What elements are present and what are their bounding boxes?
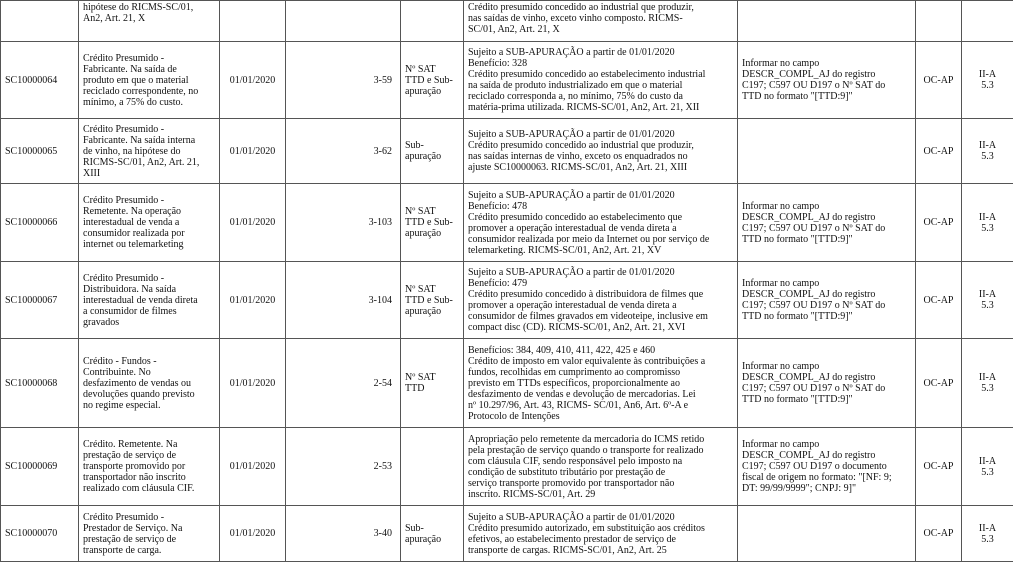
sat-cell xyxy=(401,506,464,562)
oc-cell xyxy=(916,1,962,42)
date-cell: 01/01/2020 xyxy=(220,428,286,506)
table-row xyxy=(1,184,1013,262)
info-text: Informar no campo DESCR_COMPL_AJ do registro C197; C597 OU D197 o Nº SAT do TTD no formato "[TTD:9]" xyxy=(742,201,911,245)
sat-cell xyxy=(401,119,464,184)
sat-cell xyxy=(401,428,464,506)
sat-cell xyxy=(401,339,464,428)
detail-text: Sujeito a SUB-APURAÇÃO a partir de 01/01/2020 Benefício: 328 Crédito presumido concedido ao estabelecimento industrial na saída de produto industrializado em que o material reciclado corresponda a, no mínimo, 75% do custo da matéria-prima utilizada. RICMS-SC/01, An2, Art. 21, XII xyxy=(468,47,733,113)
oc-cell: OC-AP xyxy=(916,428,962,506)
info-cell xyxy=(738,506,916,562)
sat-text: Nº SAT TTD xyxy=(405,372,459,394)
oc-cell: OC-AP xyxy=(916,506,962,562)
date-cell xyxy=(220,1,286,42)
description-cell xyxy=(79,184,220,262)
description-cell xyxy=(79,1,220,42)
detail-text: Benefícios: 384, 409, 410, 411, 422, 425 e 460 Crédito de imposto em valor equivalente às contribuições a fundos, recolhidas em cumprimento ao compromisso previsto em TTDs específicos, proporcionalmente ao desfazimento de vendas e devolução de mercadorias. Lei nº 10.297/96, Art. 43, RICMS- SC/01, An6, Art. 6º-A e Protocolo de Intenções xyxy=(468,345,733,422)
oc-cell: OC-AP xyxy=(916,339,962,428)
description-cell xyxy=(79,119,220,184)
info-cell xyxy=(738,339,916,428)
detail-cell xyxy=(464,262,738,339)
info-text: Informar no campo DESCR_COMPL_AJ do registro C197; C597 OU D197 o Nº SAT do TTD no formato "[TTD:9]" xyxy=(742,278,911,322)
number-cell: 3-59 xyxy=(286,42,401,119)
detail-cell xyxy=(464,42,738,119)
description-text: Crédito. Remetente. Na prestação de serviço de transporte promovido por transportador não inscrito realizado com cláusula CIF. xyxy=(83,439,215,494)
sat-text: Sub- apuração xyxy=(405,140,459,162)
info-cell xyxy=(738,184,916,262)
description-text: Crédito Presumido - Prestador de Serviço. Na prestação de serviço de transporte de carga. xyxy=(83,512,215,556)
detail-text: Sujeito a SUB-APURAÇÃO a partir de 01/01/2020 Benefício: 478 Crédito presumido concedido ao estabelecimento que promover a operação interestadual de venda direta a consumidor realizada por meio da Internet ou por serviço de telemarketing. RICMS-SC/01, An2, Art. 21, XV xyxy=(468,190,733,256)
description-cell xyxy=(79,506,220,562)
info-cell xyxy=(738,428,916,506)
description-cell xyxy=(79,428,220,506)
info-text: Informar no campo DESCR_COMPL_AJ do registro C197; C597 OU D197 o documento fiscal de origem no formato: "[NF: 9; DT: 99/99/9999"; CNPJ: 9]" xyxy=(742,439,911,494)
info-cell xyxy=(738,1,916,42)
detail-cell xyxy=(464,506,738,562)
info-text: Informar no campo DESCR_COMPL_AJ do registro C197; C597 OU D197 o Nº SAT do TTD no formato "[TTD:9]" xyxy=(742,58,911,102)
description-text: Crédito Presumido - Remetente. Na operação interestadual de venda a consumidor realizada por internet ou telemarketing xyxy=(83,195,215,250)
detail-text: Crédito presumido concedido ao industrial que produzir, nas saídas de vinho, exceto vinho composto. RICMS- SC/01, An2, Art. 21, X xyxy=(468,2,733,35)
detail-cell xyxy=(464,1,738,42)
table-row xyxy=(1,119,1013,184)
description-text: Crédito Presumido - Fabricante. Na saída interna de vinho, na hipótese do RICMS-SC/01, An2, Art. 21, XIII xyxy=(83,124,215,179)
description-cell xyxy=(79,262,220,339)
date-cell: 01/01/2020 xyxy=(220,339,286,428)
ref-text: II-A 5.3 xyxy=(966,372,1009,394)
sat-text: Nº SAT TTD e Sub- apuração xyxy=(405,206,459,239)
detail-cell xyxy=(464,184,738,262)
sat-cell xyxy=(401,42,464,119)
date-cell: 01/01/2020 xyxy=(220,184,286,262)
oc-cell: OC-AP xyxy=(916,184,962,262)
oc-cell: OC-AP xyxy=(916,119,962,184)
detail-cell xyxy=(464,119,738,184)
detail-cell xyxy=(464,428,738,506)
detail-text: Sujeito a SUB-APURAÇÃO a partir de 01/01/2020 Benefício: 479 Crédito presumido concedido à distribuidora de filmes que promover a operação interestadual de venda direta a consumidor de filmes gravados em videoteipe, inclusive em compact disc (CD). RICMS-SC/01, An2, Art. 21, XVI xyxy=(468,267,733,333)
info-cell xyxy=(738,119,916,184)
code-cell: SC10000067 xyxy=(1,262,79,339)
date-cell: 01/01/2020 xyxy=(220,262,286,339)
date-cell: 01/01/2020 xyxy=(220,42,286,119)
detail-cell xyxy=(464,339,738,428)
info-cell xyxy=(738,262,916,339)
ref-cell xyxy=(962,184,1013,262)
table-row xyxy=(1,1,1013,42)
table-body xyxy=(1,1,1013,562)
description-text: Crédito - Fundos - Contribuinte. No desfazimento de vendas ou devoluções quando previsto no regime especial. xyxy=(83,356,215,411)
table-row xyxy=(1,428,1013,506)
ref-text: II-A 5.3 xyxy=(966,69,1009,91)
sat-text: Sub- apuração xyxy=(405,523,459,545)
detail-text: Sujeito a SUB-APURAÇÃO a partir de 01/01/2020 Crédito presumido concedido ao industrial que produzir, nas saídas internas de vinho, exceto os enquadrados no ajuste SC10000063. RICMS-SC/01, An2, Art. 21, XIII xyxy=(468,129,733,173)
number-cell: 2-53 xyxy=(286,428,401,506)
code-cell: SC10000064 xyxy=(1,42,79,119)
oc-cell: OC-AP xyxy=(916,42,962,119)
oc-cell: OC-AP xyxy=(916,262,962,339)
date-cell: 01/01/2020 xyxy=(220,506,286,562)
ref-text: II-A 5.3 xyxy=(966,212,1009,234)
ref-cell xyxy=(962,1,1013,42)
ref-cell xyxy=(962,428,1013,506)
sat-text: Nº SAT TTD e Sub- apuração xyxy=(405,64,459,97)
ref-cell xyxy=(962,262,1013,339)
description-text: Crédito Presumido - Fabricante. Na saída de produto em que o material reciclado correspondente, no mínimo, a 75% do custo. xyxy=(83,53,215,108)
ref-text: II-A 5.3 xyxy=(966,140,1009,162)
info-text: Informar no campo DESCR_COMPL_AJ do registro C197; C597 OU D197 o Nº SAT do TTD no formato "[TTD:9]" xyxy=(742,361,911,405)
code-cell: SC10000069 xyxy=(1,428,79,506)
ref-cell xyxy=(962,119,1013,184)
code-cell: SC10000068 xyxy=(1,339,79,428)
table-row xyxy=(1,262,1013,339)
date-cell: 01/01/2020 xyxy=(220,119,286,184)
description-cell xyxy=(79,339,220,428)
ref-text: II-A 5.3 xyxy=(966,523,1009,545)
sat-cell xyxy=(401,184,464,262)
code-cell: SC10000066 xyxy=(1,184,79,262)
code-cell: SC10000065 xyxy=(1,119,79,184)
table-row xyxy=(1,506,1013,562)
number-cell: 2-54 xyxy=(286,339,401,428)
code-cell xyxy=(1,1,79,42)
detail-text: Apropriação pelo remetente da mercadoria do ICMS retido pela prestação de serviço quando o transporte for realizado com cláusula CIF, sendo responsável pelo imposto na condição de substituto tributário por prestação de serviço transporte promovido por transportador não inscrito. RICMS-SC/01, Art. 29 xyxy=(468,434,733,500)
number-cell: 3-40 xyxy=(286,506,401,562)
info-cell xyxy=(738,42,916,119)
description-cell xyxy=(79,42,220,119)
ref-cell xyxy=(962,506,1013,562)
description-text: Crédito Presumido - Distribuidora. Na saída interestadual de venda direta a consumidor de filmes gravados xyxy=(83,273,215,328)
sat-cell xyxy=(401,262,464,339)
ref-cell xyxy=(962,339,1013,428)
sat-cell xyxy=(401,1,464,42)
ref-cell xyxy=(962,42,1013,119)
number-cell: 3-104 xyxy=(286,262,401,339)
code-cell: SC10000070 xyxy=(1,506,79,562)
ref-text: II-A 5.3 xyxy=(966,456,1009,478)
description-text: hipótese do RICMS-SC/01, An2, Art. 21, X xyxy=(83,2,215,24)
detail-text: Sujeito a SUB-APURAÇÃO a partir de 01/01/2020 Crédito presumido autorizado, em substituição aos créditos efetivos, ao estabelecimento prestador de serviço de transporte de cargas. RICMS-SC/01, An2, Art. 25 xyxy=(468,512,733,556)
number-cell: 3-62 xyxy=(286,119,401,184)
sat-text: Nº SAT TTD e Sub- apuração xyxy=(405,284,459,317)
number-cell xyxy=(286,1,401,42)
number-cell: 3-103 xyxy=(286,184,401,262)
table-row xyxy=(1,339,1013,428)
ref-text: II-A 5.3 xyxy=(966,289,1009,311)
table-row xyxy=(1,42,1013,119)
